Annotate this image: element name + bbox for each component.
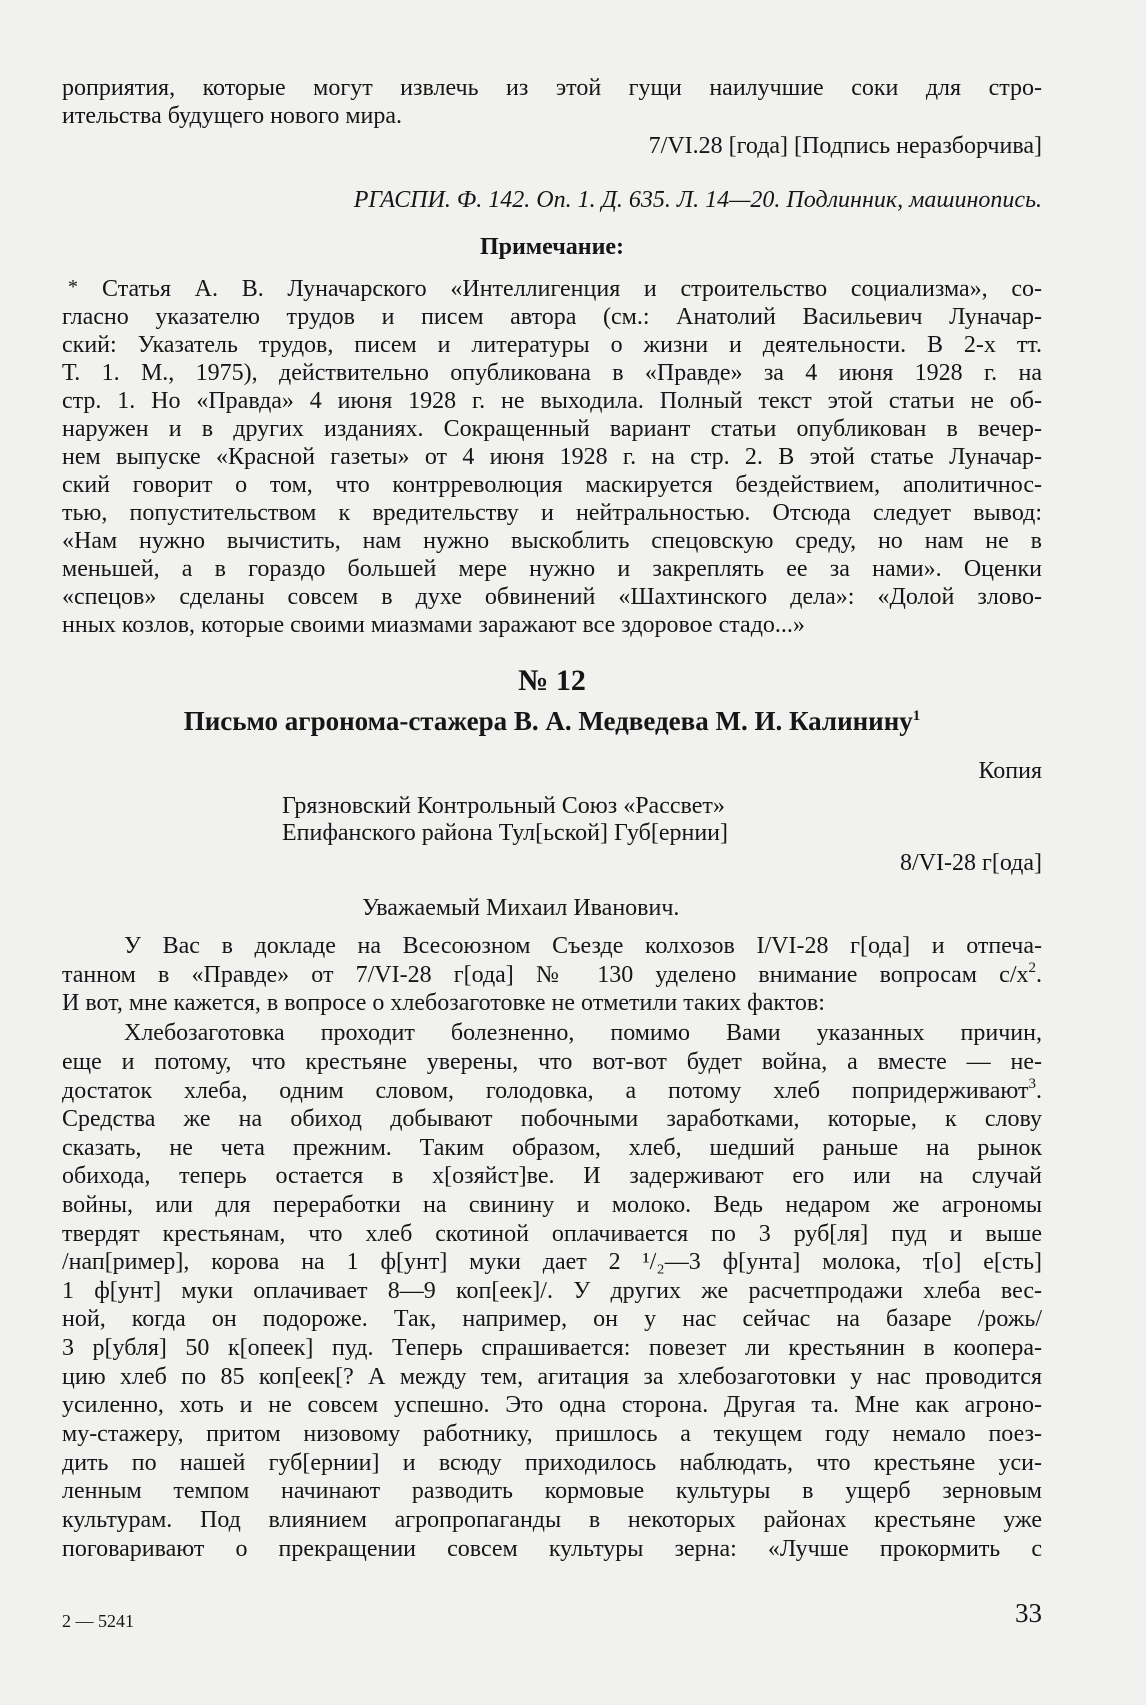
note-line: нных козлов, которые своими миазмами заражают все здоровое стадо...» <box>62 612 805 638</box>
letter-line: войны, или для переработки на свинину и молоко. Ведь недаром же агрономы <box>62 1192 1042 1218</box>
archive-reference: РГАСПИ. Ф. 142. Оп. 1. Д. 635. Л. 14—20. Подлинник, машинопись. <box>353 187 1042 213</box>
letter-line: /нап[ример], корова на 1 ф[унт] муки дает 2 ¹/₂—3 ф[унта] молока, т[о] е[сть] <box>62 1249 1042 1275</box>
letter-line: 3 р[убля] 50 к[опеек] пуд. Теперь спрашивается: повезет ли крестьянин в коопера- <box>62 1335 1042 1361</box>
letter-line: И вот, мне кажется, в вопросе о хлебозаготовке не отметили таких фактов: <box>62 990 825 1016</box>
note-line: Т. 1. М., 1975), действительно опубликована в «Правде» за 4 июня 1928 г. на <box>62 360 1042 386</box>
letter-line: Средства же на обиход добывают побочными заработками, которые, к слову <box>62 1106 1042 1132</box>
note-line: ский: Указатель трудов, писем и литературы о жизни и деятельности. В 2-х тт. <box>62 332 1042 358</box>
letter-line: поговаривают о прекращении совсем культуры зерна: «Лучше прокормить с <box>62 1536 1042 1562</box>
salutation: Уважаемый Михаил Иванович. <box>362 895 680 921</box>
organization-line-2: Епифанского района Тул[ьской] Губ[ернии] <box>282 820 729 846</box>
letter-line: твердят крестьянам, что хлеб скотиной оплачивается по 3 руб[ля] пуд и выше <box>62 1221 1042 1247</box>
note-line: нем выпуске «Красной газеты» от 4 июня 1928 г. на стр. 2. В этой статье Луначар- <box>62 444 1042 470</box>
title-footnote-marker: 1 <box>912 708 921 724</box>
letter-line: обихода, теперь остается в х[озяйст]ве. И задерживают его или на случай <box>62 1163 1042 1189</box>
letter-line: 1 ф[унт] муки оплачивает 8—9 коп[еек]/. У других же расчетпродажи хлеба вес- <box>62 1278 1042 1304</box>
letter-line: Хлебозаготовка проходит болезненно, помимо Вами указанных причин, <box>124 1020 1042 1046</box>
note-line: «Нам нужно вычистить, нам нужно выскоблить спецовскую среду, но нам не в <box>62 528 1042 554</box>
copy-label: Копия <box>978 758 1042 784</box>
note-marker: * <box>68 276 78 298</box>
note-line: «спецов» сделаны совсем в духе обвинений «Шахтинского дела»: «Долой злово- <box>62 584 1042 610</box>
letter-line-text: достаток хлеба, одним словом, голодовка, а потому хлеб попридерживают <box>62 1078 1029 1104</box>
letter-line: му-стажеру, притом низовому работнику, пришлось а текущем году немало поез- <box>62 1421 1042 1447</box>
letter-line: ной, когда он подорожe. Так, например, он у нас сейчас на базаре /рожь/ <box>62 1306 1042 1332</box>
footnote-marker-3: 3 <box>1028 1076 1036 1092</box>
letter-line: У Вас в докладе на Всесоюзном Съезде колхозов I/VI-28 г[ода] и отпеча- <box>124 933 1042 959</box>
organization-line-1: Грязновский Контрольный Союз «Рассвет» <box>282 793 725 819</box>
letter-line: еще и потому, что крестьяне уверены, что вот-вот будет война, а вместе — не- <box>62 1049 1042 1075</box>
note-line: гласно указателю трудов и писем автора (см.: Анатолий Васильевич Луначар- <box>62 304 1042 330</box>
letter-line: сказать, не чета прежним. Таким образом, хлеб, шедший раньше на рынок <box>62 1135 1042 1161</box>
letter-line-end: . <box>1036 1078 1042 1104</box>
text-column <box>62 0 1042 1705</box>
letter-line: цию хлеб по 85 коп[еек[? А между тем, агитация за хлебозаготовки у нас проводится <box>62 1364 1042 1390</box>
letter-line-text: танном в «Правде» от 7/VI-28 г[ода] № 130 уделено внимание вопросам с/х <box>62 962 1029 988</box>
letter-date: 8/VI-28 г[ода] <box>900 850 1042 876</box>
letter-line-end: . <box>1036 962 1042 988</box>
note-line: тью, попустительством к вредительству и нейтральностью. Отсюда следует вывод: <box>62 500 1042 526</box>
note-line: Статья А. В. Луначарского «Интеллигенция и строительство социализма», со- <box>102 276 1042 302</box>
note-line: наружен и в других изданиях. Сокращенный вариант статьи опубликован в вечер- <box>62 416 1042 442</box>
note-line: ский говорит о том, что контрреволюция маскируется бездействием, аполитичнос- <box>62 472 1042 498</box>
letter-line: ленным темпом начинают разводить кормовые культуры в ущерб зерновым <box>62 1478 1042 1504</box>
date-signature: 7/VI.28 [года] [Подпись неразборчива] <box>648 133 1042 159</box>
letter-line: дить по нашей губ[ернии] и всюду приходилось наблюдать, что крестьяне уси- <box>62 1450 1042 1476</box>
top-paragraph-line-2: ительства будущего нового мира. <box>62 103 403 129</box>
document-title-text: Письмо агронома-стажера В. А. Медведева М. И. Калинину <box>183 706 913 736</box>
letter-line <box>62 1076 1042 1106</box>
note-heading: Примечание: <box>479 234 625 260</box>
note-line: меньшей, а в гораздо большей мере нужно и закреплять ее за нами». Оценки <box>62 556 1042 582</box>
document-number: № 12 <box>518 664 586 697</box>
letter-line <box>62 960 1042 990</box>
letter-line: усиленно, хоть и не совсем успешно. Это одна сторона. Другая та. Мне как агроно- <box>62 1392 1042 1418</box>
note-line: стр. 1. Но «Правда» 4 июня 1928 г. не выходила. Полный текст этой статьи не об- <box>62 388 1042 414</box>
document-title <box>62 706 1042 737</box>
page-number: 33 <box>1015 1598 1042 1628</box>
printer-signature-mark: 2 — 5241 <box>62 1611 134 1631</box>
footnote-marker-2: 2 <box>1028 960 1036 976</box>
letter-line: культурам. Под влиянием агропропаганды в некоторых районах крестьяне уже <box>62 1507 1042 1533</box>
top-paragraph-line-1: роприятия, которые могут извлечь из этой гущи наилучшие соки для стро- <box>62 75 1042 101</box>
